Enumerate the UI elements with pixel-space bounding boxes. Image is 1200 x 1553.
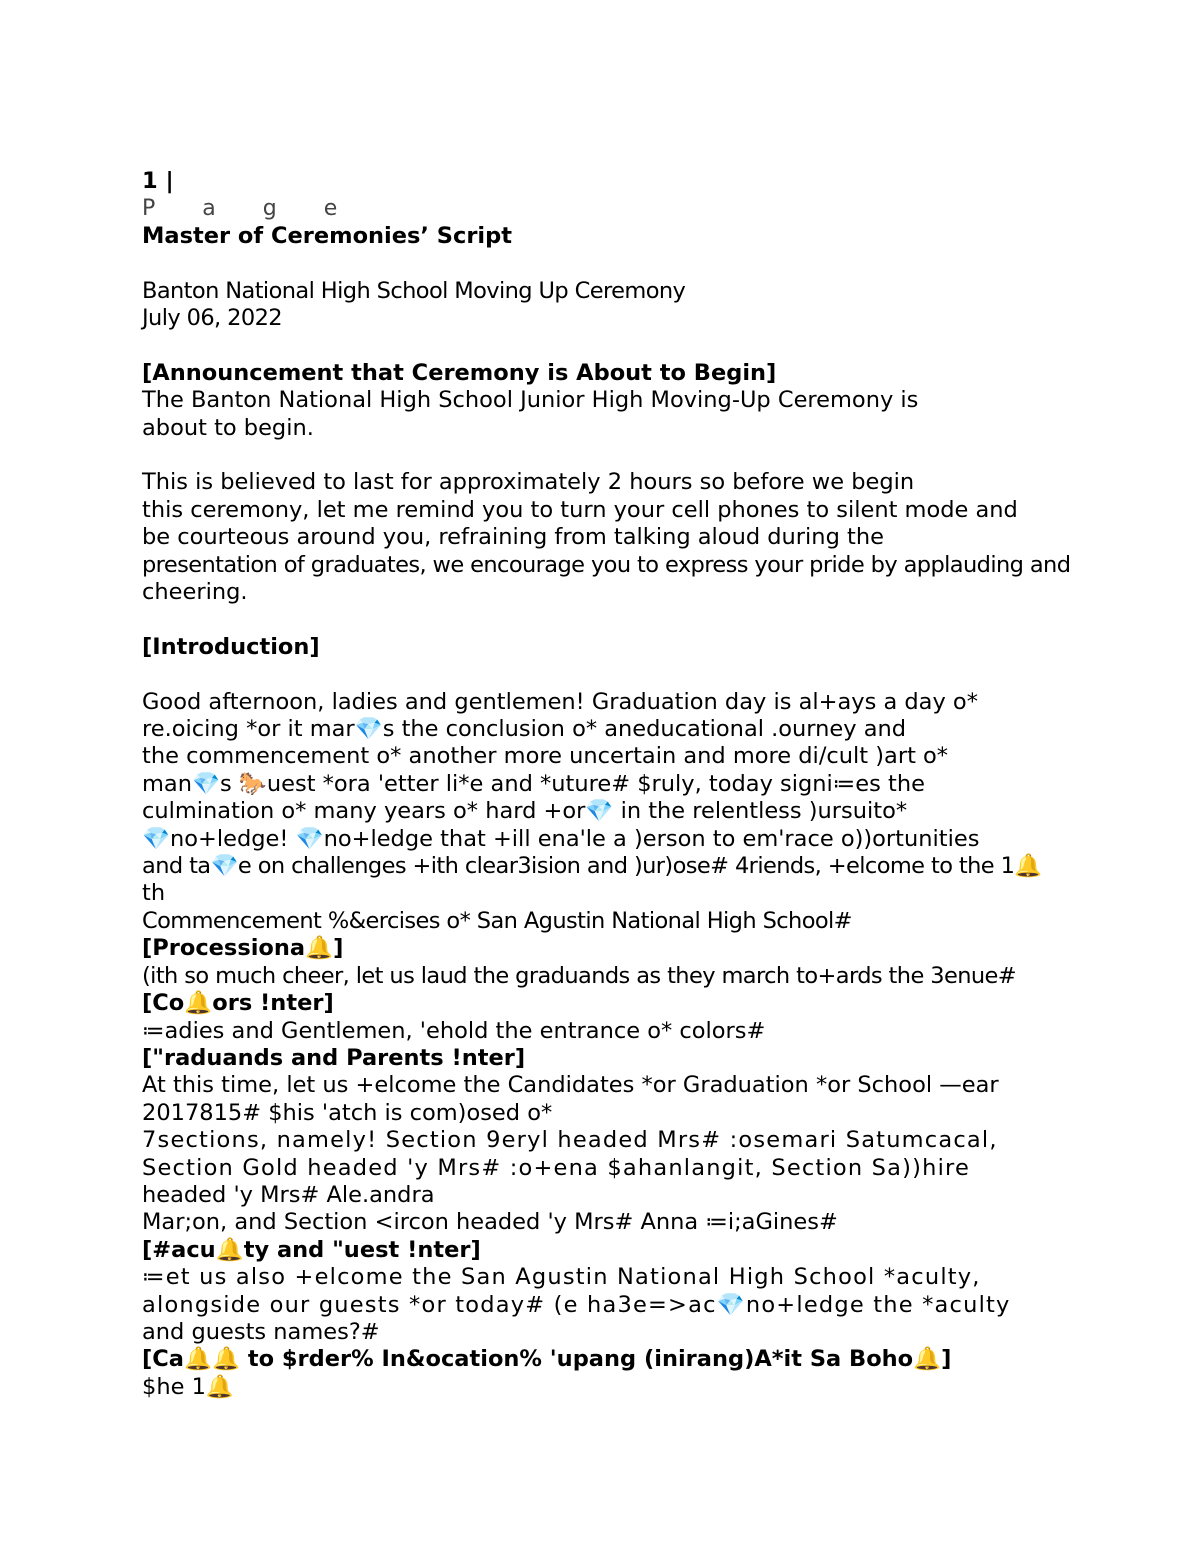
- paragraph-line: presentation of graduates, we encourage you to express your pride by applauding and: [142, 551, 1071, 578]
- paragraph-line: culmination o* many years o* hard +or💎 in the relentless )ursuito*: [142, 798, 908, 825]
- paragraph-line: this ceremony, let me remind you to turn your cell phones to silent mode and: [142, 496, 1018, 523]
- paragraph-line: Mar;on, and Section <ircon headed 'y Mrs# Anna ≔i;aGines#: [142, 1209, 838, 1236]
- paragraph-line: the commencement o* another more uncertain and more di/cult )art o*: [142, 743, 949, 770]
- paragraph-line: about to begin.: [142, 414, 314, 441]
- paragraph-line: Commencement %&ercises o* San Agustin National High School#: [142, 907, 852, 934]
- paragraph-line: At this time, let us +elcome the Candidates *or Graduation *or School —ear: [142, 1072, 999, 1099]
- paragraph-line: 2017815# $his 'atch is com)osed o*: [142, 1099, 553, 1126]
- paragraph-line: Good afternoon, ladies and gentlemen! Graduation day is al+ays a day o*: [142, 688, 978, 715]
- graduands-heading: ["raduands and Parents !nter]: [142, 1044, 526, 1071]
- processional-heading: [Processiona🔔]: [142, 935, 344, 962]
- paragraph-line: The Banton National High School Junior High Moving-Up Ceremony is: [142, 387, 919, 414]
- paragraph-line: This is believed to last for approximately 2 hours so before we begin: [142, 469, 915, 496]
- paragraph-line: and ta💎e on challenges +ith clear3ision and )ur)ose# 4riends, +elcome to the 1🔔: [142, 853, 1042, 880]
- event-name: Banton National High School Moving Up Ceremony: [142, 277, 686, 304]
- faculty-heading: [#acu🔔ty and "uest !nter]: [142, 1236, 481, 1263]
- paragraph-line: $he 1🔔: [142, 1373, 234, 1400]
- paragraph-line: 7sections, namely! Section 9eryl headed Mrs# :osemari Satumcacal,: [142, 1127, 998, 1154]
- paragraph-line: be courteous around you, refraining from talking aloud during the: [142, 524, 884, 551]
- paragraph-line: 💎no+ledge! 💎no+ledge that +ill ena'le a )erson to em'race o))ortunities: [142, 825, 980, 852]
- paragraph-line: man💎s 🐎uest *ora 'etter li*e and *uture# $ruly, today signi≔es the: [142, 770, 925, 797]
- announcement-heading: [Announcement that Ceremony is About to Begin]: [142, 359, 777, 386]
- introduction-heading: [Introduction]: [142, 633, 320, 660]
- paragraph-line: alongside our guests *or today# (e ha3e=>ac💎no+ledge the *aculty: [142, 1291, 1011, 1318]
- paragraph-line: (ith so much cheer, let us laud the graduands as they march to+ards the 3enue#: [142, 962, 1017, 989]
- paragraph-line: Section Gold headed 'y Mrs# :o+ena $ahanlangit, Section Sa))hire: [142, 1154, 971, 1181]
- event-date: July 06, 2022: [142, 305, 283, 332]
- paragraph-line: re.oicing *or it mar💎s the conclusion o* aneducational .ourney and: [142, 716, 907, 743]
- paragraph-line: ≔adies and Gentlemen, 'ehold the entrance o* colors#: [142, 1017, 766, 1044]
- colors-heading: [Co🔔ors !nter]: [142, 990, 334, 1017]
- page-number: 1 |: [142, 168, 174, 194]
- page-label: P a g e: [142, 196, 358, 222]
- paragraph-line: headed 'y Mrs# Ale.andra: [142, 1181, 435, 1208]
- paragraph-line: th: [142, 880, 166, 907]
- paragraph-line: and guests names?#: [142, 1318, 380, 1345]
- call-to-order-heading: [Ca🔔🔔 to $rder% In&ocation% 'upang (inirang)A*it Sa Boho🔔]: [142, 1346, 952, 1373]
- paragraph-line: ≔et us also +elcome the San Agustin National High School *aculty,: [142, 1264, 981, 1291]
- document-title: Master of Ceremonies’ Script: [142, 222, 512, 249]
- paragraph-line: cheering.: [142, 579, 248, 606]
